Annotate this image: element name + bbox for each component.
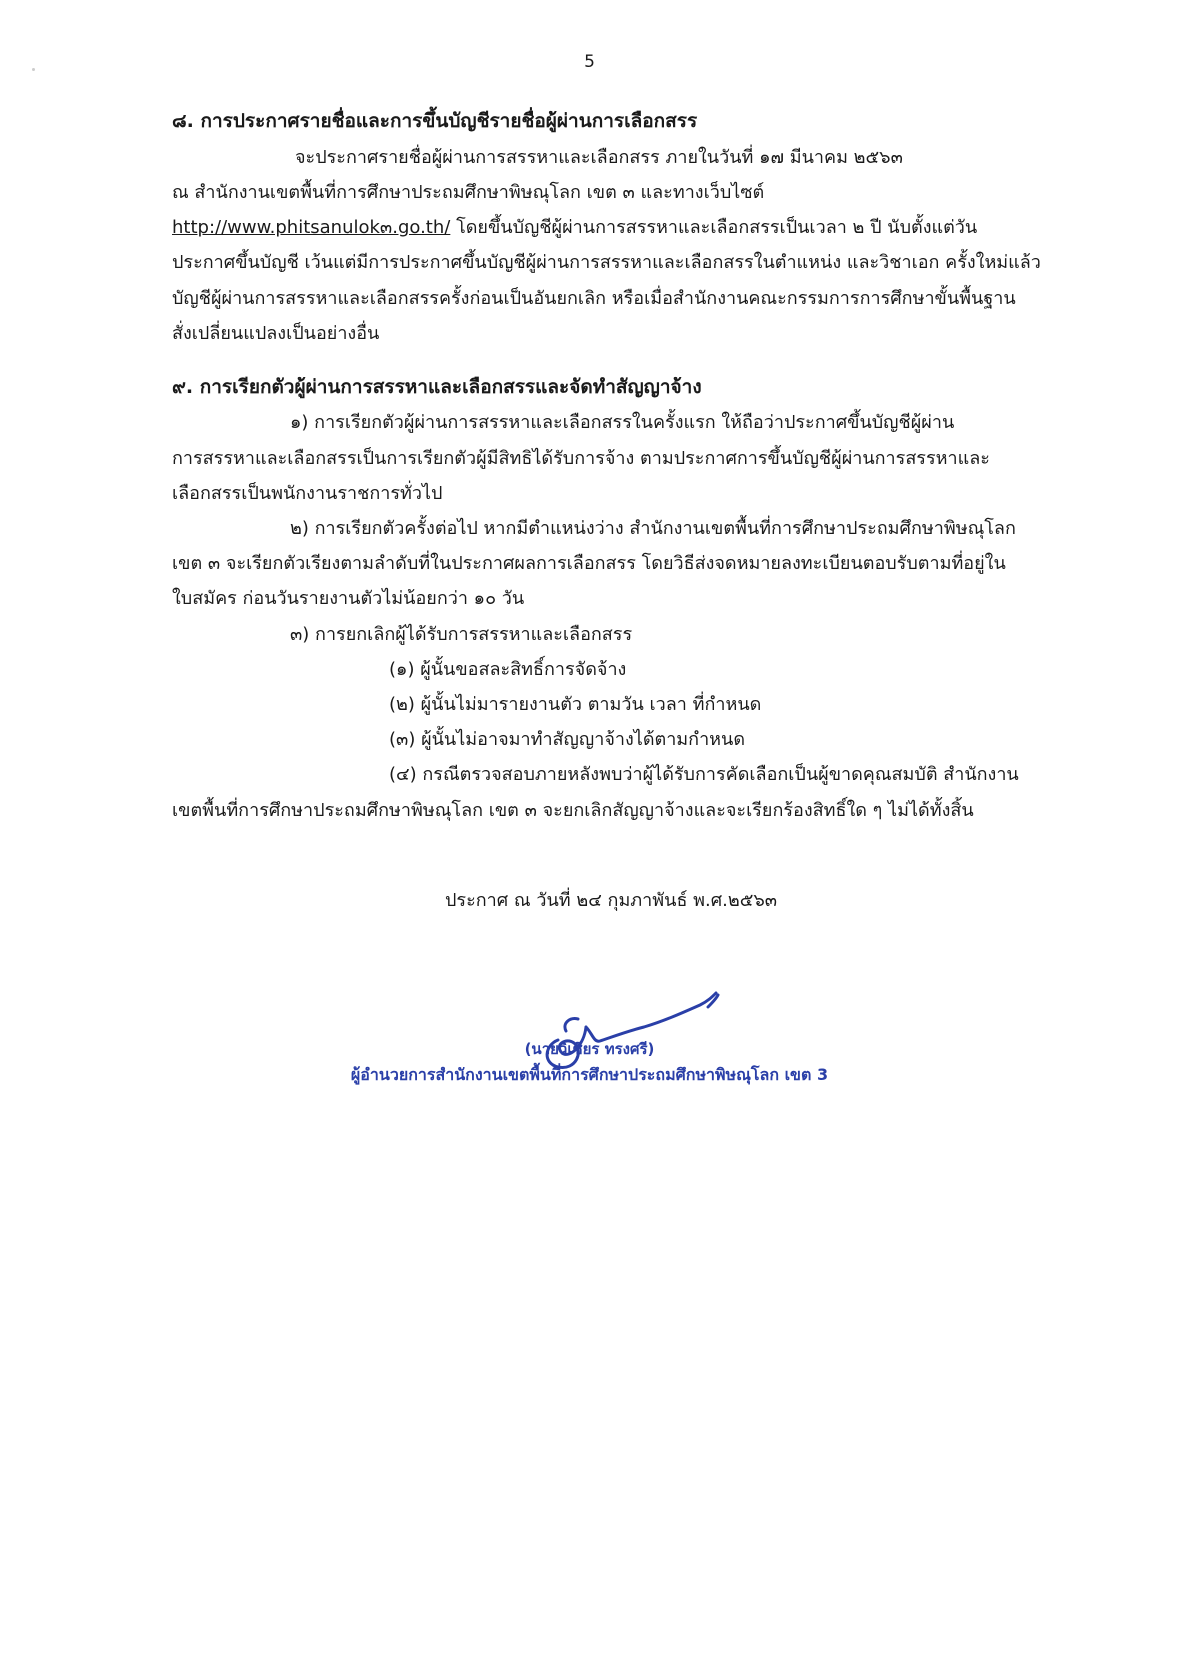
section-8-line-2: ณ สำนักงานเขตพื้นที่การศึกษาประถมศึกษาพิษณุโลก เขต ๓ และทางเว็บไซต์ [172, 182, 765, 203]
section-9-sub-4-line-1: (๔) กรณีตรวจสอบภายหลังพบว่าผู้ได้รับการคัดเลือกเป็นผู้ขาดคุณสมบัติ สำนักงาน [389, 764, 1019, 785]
section-9-sub-2: (๒) ผู้นั้นไม่มารายงานตัว ตามวัน เวลา ที่กำหนด [389, 694, 762, 715]
section-9-p1-line-2: การสรรหาและเลือกสรรเป็นการเรียกตัวผู้มีสิทธิได้รับการจ้าง ตามประกาศการขึ้นบัญชีผู้ผ่านการสรรหาและ [172, 448, 990, 469]
section-9-p2-line-2: เขต ๓ จะเรียกตัวเรียงตามลำดับที่ในประกาศผลการเลือกสรร โดยวิธีส่งจดหมายลงทะเบียนตอบรับตามที่อยู่ใน [172, 553, 1006, 574]
section-8-line-1: จะประกาศรายชื่อผู้ผ่านการสรรหาและเลือกสรร ภายในวันที่ ๑๗ มีนาคม ๒๕๖๓ [295, 147, 903, 168]
section-9-p3-line-1: ๓) การยกเลิกผู้ได้รับการสรรหาและเลือกสรร [290, 624, 633, 645]
section-8-line-5: บัญชีผู้ผ่านการสรรหาและเลือกสรรครั้งก่อนเป็นอันยกเลิก หรือเมื่อสำนักงานคณะกรรมการการศึกษาขั้นพื้นฐาน [172, 288, 1016, 309]
section-9-sub-1: (๑) ผู้นั้นขอสละสิทธิ์การจัดจ้าง [389, 659, 627, 680]
section-9-p1-line-1: ๑) การเรียกตัวผู้ผ่านการสรรหาและเลือกสรรในครั้งแรก ให้ถือว่าประกาศขึ้นบัญชีผู้ผ่าน [290, 412, 955, 433]
announcement-date: ประกาศ ณ วันที่ ๒๔ กุมภาพันธ์ พ.ศ.๒๕๖๓ [445, 890, 778, 911]
section-8-line-6: สั่งเปลี่ยนแปลงเป็นอย่างอื่น [172, 323, 380, 344]
section-9-p2-line-3: ใบสมัคร ก่อนวันรายงานตัวไม่น้อยกว่า ๑๐ วัน [172, 588, 525, 609]
page-number: 5 [584, 52, 595, 72]
section-8-line-3-text: โดยขึ้นบัญชีผู้ผ่านการสรรหาและเลือกสรรเป็นเวลา ๒ ปี นับตั้งแต่วัน [450, 217, 978, 238]
section-9-sub-4-line-2: เขตพื้นที่การศึกษาประถมศึกษาพิษณุโลก เขต ๓ จะยกเลิกสัญญาจ้างและจะเรียกร้องสิทธิ์ใด ๆ ไม่ได้ทั้งสิ้น [172, 800, 974, 821]
section-9-p1-line-3: เลือกสรรเป็นพนักงานราชการทั่วไป [172, 483, 443, 504]
signature-mark [540, 985, 720, 1075]
signatory-title: ผู้อำนวยการสำนักงานเขตพื้นที่การศึกษาประถมศึกษาพิษณุโลก เขต 3 [350, 1065, 829, 1084]
section-8-line-3 [172, 212, 977, 241]
section-8-heading: ๘. การประกาศรายชื่อและการขึ้นบัญชีรายชื่อผู้ผ่านการเลือกสรร [172, 110, 698, 132]
signatory-name: (นายวิเชียร ทรงศรี) [524, 1040, 655, 1058]
section-9-p2-line-1: ๒) การเรียกตัวครั้งต่อไป หากมีตำแหน่งว่าง สำนักงานเขตพื้นที่การศึกษาประถมศึกษาพิษณุโลก [290, 518, 1016, 539]
section-8-line-4: ประกาศขึ้นบัญชี เว้นแต่มีการประกาศขึ้นบัญชีผู้ผ่านการสรรหาและเลือกสรรในตำแหน่ง และวิชาเอก ครั้งใหม่แล้ว [172, 252, 1041, 273]
section-9-sub-3: (๓) ผู้นั้นไม่อาจมาทำสัญญาจ้างได้ตามกำหนด [389, 729, 746, 750]
section-9-heading: ๙. การเรียกตัวผู้ผ่านการสรรหาและเลือกสรรและจัดทำสัญญาจ้าง [172, 376, 702, 398]
website-link[interactable]: http://www.phitsanulok๓.go.th/ [172, 217, 451, 238]
